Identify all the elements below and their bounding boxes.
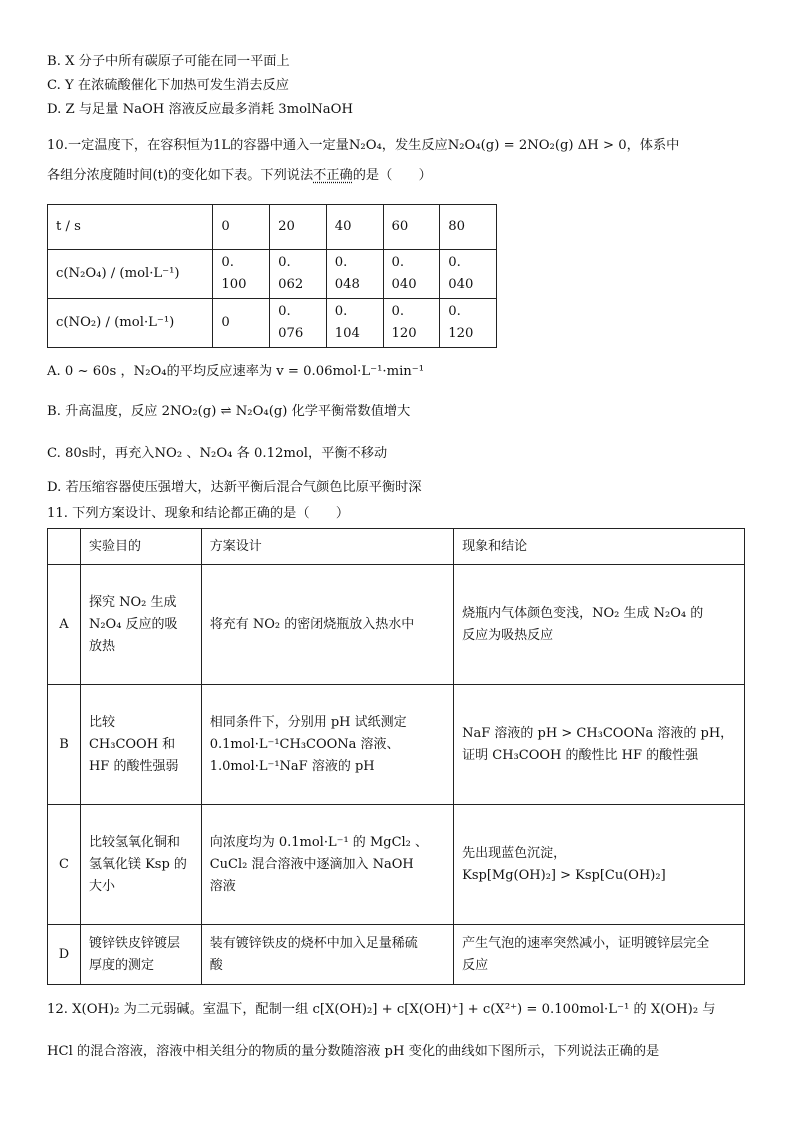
cell-line: N₂O₄ 反应的吸 [88, 616, 178, 632]
cell-line: 氢氧化镁 Ksp 的 [88, 856, 187, 872]
table-cell: 0. 120 [440, 299, 497, 348]
q10-stem-post: 的是（ ） [352, 168, 432, 183]
table-cell: 0. 040 [440, 250, 497, 299]
option-letter: A [48, 565, 81, 685]
table-cell: 0. 076 [270, 299, 327, 348]
option-letter: C [48, 805, 81, 925]
cell-line: 0.1mol·L⁻¹CH₃COONa 溶液、 [209, 736, 400, 752]
table-row [48, 925, 745, 985]
cell-line: 比较 [88, 714, 115, 730]
cell-line: 镀锌铁皮锌镀层 [88, 935, 180, 951]
cell-line: NaF 溶液的 pH > CH₃COONa 溶液的 pH， [462, 725, 734, 741]
design-cell [201, 685, 453, 805]
cell-line: 放热 [88, 638, 115, 654]
table-cell: 0. 040 [383, 250, 440, 299]
table-row-label: c(N₂O₄) / (mol·L⁻¹) [48, 250, 213, 299]
q11-experiment-table [47, 528, 745, 985]
q10-stem-line1: 10.一定温度下，在容积恒为1L的容器中通入一定量N₂O₄，发生反应N₂O₄(g) = 2NO₂(g) ΔH > 0，体系中 [47, 138, 680, 153]
table-header-cell: 80 [440, 205, 497, 250]
q9-option-b: B. X 分子中所有碳原子可能在同一平面上 [47, 54, 290, 69]
purpose-cell [80, 925, 201, 985]
cell-line: 大小 [88, 878, 115, 894]
table-cell: 0. 048 [326, 250, 383, 299]
design-cell [201, 925, 453, 985]
purpose-cell [80, 565, 201, 685]
table-cell: 0. 062 [270, 250, 327, 299]
cell-line: 产生气泡的速率突然减小，证明镀锌层完全 [462, 935, 710, 951]
cell-line: 酸 [209, 957, 223, 973]
result-cell [454, 925, 745, 985]
table-header-cell: 实验目的 [80, 529, 201, 565]
table-cell: 0. 100 [213, 250, 270, 299]
design-cell [201, 565, 453, 685]
cell-line: Ksp[Mg(OH)₂] > Ksp[Cu(OH)₂] [462, 867, 666, 883]
table-cell: 0 [213, 299, 270, 348]
cell-line: 向浓度均为 0.1mol·L⁻¹ 的 MgCl₂ 、 [209, 834, 429, 850]
cell-line: 先出现蓝色沉淀， [462, 845, 567, 861]
table-row [48, 250, 497, 299]
result-cell [454, 685, 745, 805]
table-header-cell: 0 [213, 205, 270, 250]
table-row [48, 565, 745, 685]
q9-option-c: C. Y 在浓硫酸催化下加热可发生消去反应 [47, 78, 289, 93]
cell-line: 厚度的测定 [88, 957, 154, 973]
cell-line: 将充有 NO₂ 的密闭烧瓶放入热水中 [209, 616, 415, 632]
cell-line: CuCl₂ 混合溶液中逐滴加入 NaOH [209, 856, 414, 872]
result-cell [454, 805, 745, 925]
q10-concentration-table [47, 204, 497, 348]
table-row [48, 805, 745, 925]
q10-stem-emphasis: 不正确 [313, 168, 353, 183]
cell-line: CH₃COOH 和 [88, 736, 176, 752]
purpose-cell [80, 685, 201, 805]
purpose-cell [80, 805, 201, 925]
table-cell: 0. 104 [326, 299, 383, 348]
option-letter: B [48, 685, 81, 805]
q12-stem-line2: HCl 的混合溶液，溶液中相关组分的物质的量分数随溶液 pH 变化的曲线如下图所示，下列说法正确的是 [47, 1044, 660, 1059]
cell-line: 反应为吸热反应 [462, 627, 554, 643]
table-header-cell: t / s [48, 205, 213, 250]
cell-line: HF 的酸性强弱 [88, 758, 179, 774]
q9-option-d: D. Z 与足量 NaOH 溶液反应最多消耗 3molNaOH [47, 102, 353, 117]
result-cell [454, 565, 745, 685]
design-cell [201, 805, 453, 925]
table-header-cell: 现象和结论 [454, 529, 745, 565]
q10-option-d: D. 若压缩容器使压强增大，达新平衡后混合气颜色比原平衡时深 [47, 480, 422, 495]
table-row [48, 529, 745, 565]
cell-line: 1.0mol·L⁻¹NaF 溶液的 pH [209, 758, 375, 774]
table-header-cell: 40 [326, 205, 383, 250]
table-header-cell: 方案设计 [201, 529, 453, 565]
table-row [48, 299, 497, 348]
q10-option-b: B. 升高温度，反应 2NO₂(g) ⇌ N₂O₄(g) 化学平衡常数值增大 [47, 404, 411, 419]
cell-line: 反应 [462, 957, 489, 973]
q10-option-a: A. 0 ~ 60s ，N₂O₄的平均反应速率为 v = 0.06mol·L⁻¹·min⁻¹ [47, 364, 425, 379]
q10-option-c: C. 80s时，再充入NO₂ 、N₂O₄ 各 0.12mol，平衡不移动 [47, 446, 388, 461]
table-row [48, 205, 497, 250]
cell-line: 烧瓶内气体颜色变浅，NO₂ 生成 N₂O₄ 的 [462, 605, 704, 621]
table-header-cell: 60 [383, 205, 440, 250]
cell-line: 证明 CH₃COOH 的酸性比 HF 的酸性强 [462, 747, 699, 763]
table-header-cell [48, 529, 81, 565]
q10-stem-line2 [47, 166, 432, 186]
option-letter: D [48, 925, 81, 985]
q11-stem: 11. 下列方案设计、现象和结论都正确的是（ ） [47, 506, 350, 521]
cell-line: 比较氢氧化铜和 [88, 834, 180, 850]
cell-line: 溶液 [209, 878, 236, 894]
cell-line: 相同条件下，分别用 pH 试纸测定 [209, 714, 407, 730]
q10-stem-pre: 各组分浓度随时间(t)的变化如下表。下列说法 [47, 168, 314, 183]
q12-stem-line1: 12. X(OH)₂ 为二元弱碱。室温下，配制一组 c[X(OH)₂] + c[X(OH)⁺] + c(X²⁺) = 0.100mol·L⁻¹ 的 X(OH)₂ 与 [47, 1002, 716, 1017]
cell-line: 装有镀锌铁皮的烧杯中加入足量稀硫 [209, 935, 418, 951]
cell-line: 探究 NO₂ 生成 [88, 594, 177, 610]
table-row [48, 685, 745, 805]
table-cell: 0. 120 [383, 299, 440, 348]
table-header-cell: 20 [270, 205, 327, 250]
table-row-label: c(NO₂) / (mol·L⁻¹) [48, 299, 213, 348]
